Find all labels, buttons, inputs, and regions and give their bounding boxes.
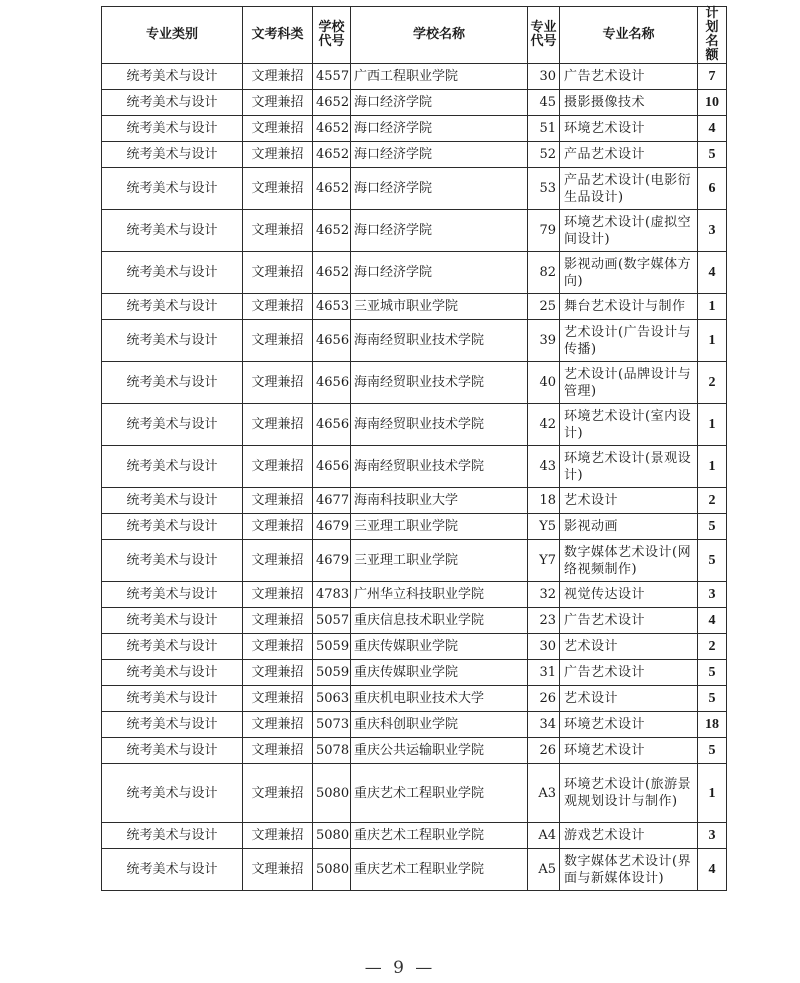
cell-school-name: 海南经贸职业技术学院 <box>351 320 528 362</box>
cell-major-name: 影视动画 <box>560 514 698 540</box>
cell-plan: 1 <box>698 320 727 362</box>
cell-major-name: 舞台艺术设计与制作 <box>560 294 698 320</box>
cell-major-code: 42 <box>528 404 560 446</box>
cell-category: 统考美术与设计 <box>102 252 243 294</box>
cell-major-code: 26 <box>528 686 560 712</box>
cell-category: 统考美术与设计 <box>102 540 243 582</box>
cell-plan: 10 <box>698 90 727 116</box>
cell-plan: 1 <box>698 446 727 488</box>
cell-school-name: 海南经贸职业技术学院 <box>351 404 528 446</box>
cell-school-code: 5059 <box>313 634 351 660</box>
table-row <box>102 738 727 764</box>
cell-school-code: 5080 <box>313 764 351 823</box>
cell-major-code: 23 <box>528 608 560 634</box>
cell-subject: 文理兼招 <box>243 210 313 252</box>
table-row <box>102 712 727 738</box>
cell-plan: 5 <box>698 660 727 686</box>
cell-major-code: A3 <box>528 764 560 823</box>
cell-major-name: 摄影摄像技术 <box>560 90 698 116</box>
header-school-name: 学校名称 <box>351 7 528 64</box>
cell-category: 统考美术与设计 <box>102 764 243 823</box>
cell-category: 统考美术与设计 <box>102 168 243 210</box>
cell-school-code: 4656 <box>313 362 351 404</box>
cell-school-code: 4783 <box>313 582 351 608</box>
cell-major-code: Y7 <box>528 540 560 582</box>
cell-major-name: 环境艺术设计 <box>560 738 698 764</box>
cell-plan: 5 <box>698 514 727 540</box>
cell-school-name: 三亚理工职业学院 <box>351 540 528 582</box>
table-row <box>102 90 727 116</box>
cell-major-code: 30 <box>528 64 560 90</box>
cell-school-code: 4679 <box>313 540 351 582</box>
cell-category: 统考美术与设计 <box>102 404 243 446</box>
cell-school-code: 4656 <box>313 320 351 362</box>
cell-category: 统考美术与设计 <box>102 446 243 488</box>
cell-major-code: 45 <box>528 90 560 116</box>
cell-school-code: 4679 <box>313 514 351 540</box>
cell-major-code: 52 <box>528 142 560 168</box>
cell-school-name: 重庆传媒职业学院 <box>351 660 528 686</box>
cell-major-code: 31 <box>528 660 560 686</box>
cell-school-name: 重庆艺术工程职业学院 <box>351 764 528 823</box>
cell-school-name: 海口经济学院 <box>351 116 528 142</box>
cell-school-code: 5057 <box>313 608 351 634</box>
cell-major-code: 82 <box>528 252 560 294</box>
cell-major-code: 18 <box>528 488 560 514</box>
table-row <box>102 320 727 362</box>
cell-school-code: 4652 <box>313 116 351 142</box>
cell-plan: 4 <box>698 608 727 634</box>
table-row <box>102 404 727 446</box>
cell-school-code: 5073 <box>313 712 351 738</box>
cell-category: 统考美术与设计 <box>102 362 243 404</box>
cell-category: 统考美术与设计 <box>102 738 243 764</box>
cell-category: 统考美术与设计 <box>102 582 243 608</box>
cell-school-name: 海南科技职业大学 <box>351 488 528 514</box>
cell-school-code: 4652 <box>313 90 351 116</box>
cell-major-name: 环境艺术设计(景观设计) <box>560 446 698 488</box>
cell-plan: 3 <box>698 210 727 252</box>
cell-school-code: 5078 <box>313 738 351 764</box>
table-row <box>102 294 727 320</box>
cell-school-code: 4656 <box>313 404 351 446</box>
cell-category: 统考美术与设计 <box>102 823 243 849</box>
cell-subject: 文理兼招 <box>243 660 313 686</box>
cell-school-name: 重庆科创职业学院 <box>351 712 528 738</box>
cell-major-name: 产品艺术设计 <box>560 142 698 168</box>
cell-subject: 文理兼招 <box>243 608 313 634</box>
cell-plan: 1 <box>698 764 727 823</box>
header-major-name: 专业名称 <box>560 7 698 64</box>
table-row <box>102 142 727 168</box>
cell-school-name: 海口经济学院 <box>351 90 528 116</box>
cell-school-code: 4653 <box>313 294 351 320</box>
cell-school-name: 广西工程职业学院 <box>351 64 528 90</box>
table-row <box>102 823 727 849</box>
cell-school-name: 海南经贸职业技术学院 <box>351 362 528 404</box>
cell-school-code: 5063 <box>313 686 351 712</box>
cell-major-name: 视觉传达设计 <box>560 582 698 608</box>
cell-subject: 文理兼招 <box>243 252 313 294</box>
cell-major-name: 环境艺术设计 <box>560 116 698 142</box>
cell-major-code: 79 <box>528 210 560 252</box>
cell-subject: 文理兼招 <box>243 514 313 540</box>
cell-plan: 4 <box>698 116 727 142</box>
cell-plan: 5 <box>698 686 727 712</box>
cell-school-name: 广州华立科技职业学院 <box>351 582 528 608</box>
cell-major-name: 艺术设计 <box>560 686 698 712</box>
cell-subject: 文理兼招 <box>243 168 313 210</box>
cell-major-name: 环境艺术设计(旅游景观规划设计与制作) <box>560 764 698 823</box>
cell-plan: 2 <box>698 634 727 660</box>
cell-subject: 文理兼招 <box>243 686 313 712</box>
cell-major-name: 广告艺术设计 <box>560 64 698 90</box>
cell-major-code: 43 <box>528 446 560 488</box>
table-row <box>102 660 727 686</box>
table-row <box>102 634 727 660</box>
cell-plan: 1 <box>698 404 727 446</box>
cell-major-name: 艺术设计(广告设计与传播) <box>560 320 698 362</box>
cell-plan: 2 <box>698 488 727 514</box>
cell-school-name: 海口经济学院 <box>351 142 528 168</box>
cell-major-code: A5 <box>528 849 560 891</box>
cell-major-code: 26 <box>528 738 560 764</box>
header-major-code: 专业代号 <box>528 7 560 64</box>
cell-major-name: 环境艺术设计(虚拟空间设计) <box>560 210 698 252</box>
admission-plan-table <box>101 6 727 891</box>
table-row <box>102 849 727 891</box>
cell-major-name: 产品艺术设计(电影衍生品设计) <box>560 168 698 210</box>
cell-school-name: 重庆机电职业技术大学 <box>351 686 528 712</box>
cell-subject: 文理兼招 <box>243 116 313 142</box>
cell-school-name: 重庆公共运输职业学院 <box>351 738 528 764</box>
cell-subject: 文理兼招 <box>243 764 313 823</box>
cell-plan: 18 <box>698 712 727 738</box>
cell-major-name: 影视动画(数字媒体方向) <box>560 252 698 294</box>
cell-major-name: 环境艺术设计(室内设计) <box>560 404 698 446</box>
table-row <box>102 764 727 823</box>
cell-subject: 文理兼招 <box>243 849 313 891</box>
cell-subject: 文理兼招 <box>243 738 313 764</box>
table-row <box>102 582 727 608</box>
cell-school-code: 4557 <box>313 64 351 90</box>
cell-major-code: 51 <box>528 116 560 142</box>
cell-school-name: 重庆艺术工程职业学院 <box>351 823 528 849</box>
cell-major-name: 艺术设计 <box>560 634 698 660</box>
cell-major-code: 40 <box>528 362 560 404</box>
page-number: — 9 — <box>364 958 436 978</box>
cell-subject: 文理兼招 <box>243 712 313 738</box>
cell-plan: 3 <box>698 582 727 608</box>
cell-subject: 文理兼招 <box>243 142 313 168</box>
cell-major-name: 艺术设计 <box>560 488 698 514</box>
cell-plan: 6 <box>698 168 727 210</box>
cell-school-code: 4652 <box>313 210 351 252</box>
cell-plan: 1 <box>698 294 727 320</box>
cell-subject: 文理兼招 <box>243 64 313 90</box>
cell-subject: 文理兼招 <box>243 294 313 320</box>
cell-school-name: 重庆信息技术职业学院 <box>351 608 528 634</box>
cell-school-name: 重庆传媒职业学院 <box>351 634 528 660</box>
cell-plan: 5 <box>698 738 727 764</box>
cell-school-code: 4652 <box>313 252 351 294</box>
cell-major-name: 广告艺术设计 <box>560 608 698 634</box>
cell-plan: 4 <box>698 849 727 891</box>
cell-subject: 文理兼招 <box>243 582 313 608</box>
cell-plan: 7 <box>698 64 727 90</box>
cell-category: 统考美术与设计 <box>102 608 243 634</box>
cell-subject: 文理兼招 <box>243 446 313 488</box>
header-category: 专业类别 <box>102 7 243 64</box>
cell-category: 统考美术与设计 <box>102 514 243 540</box>
table-row <box>102 116 727 142</box>
table-row <box>102 252 727 294</box>
table-row <box>102 608 727 634</box>
cell-plan: 3 <box>698 823 727 849</box>
table-row <box>102 686 727 712</box>
cell-major-code: 30 <box>528 634 560 660</box>
cell-school-code: 5059 <box>313 660 351 686</box>
cell-category: 统考美术与设计 <box>102 142 243 168</box>
header-subject: 文考科类 <box>243 7 313 64</box>
cell-major-code: 32 <box>528 582 560 608</box>
table-header-row <box>102 7 727 64</box>
cell-major-code: 34 <box>528 712 560 738</box>
cell-category: 统考美术与设计 <box>102 634 243 660</box>
cell-plan: 4 <box>698 252 727 294</box>
cell-school-name: 三亚城市职业学院 <box>351 294 528 320</box>
cell-school-code: 4652 <box>313 168 351 210</box>
cell-major-code: A4 <box>528 823 560 849</box>
cell-plan: 5 <box>698 540 727 582</box>
cell-school-name: 海口经济学院 <box>351 168 528 210</box>
table-row <box>102 362 727 404</box>
cell-major-name: 游戏艺术设计 <box>560 823 698 849</box>
cell-major-name: 环境艺术设计 <box>560 712 698 738</box>
cell-category: 统考美术与设计 <box>102 712 243 738</box>
cell-subject: 文理兼招 <box>243 90 313 116</box>
header-school-code: 学校代号 <box>313 7 351 64</box>
table-row <box>102 168 727 210</box>
cell-category: 统考美术与设计 <box>102 849 243 891</box>
table-row <box>102 64 727 90</box>
cell-major-name: 数字媒体艺术设计(界面与新媒体设计) <box>560 849 698 891</box>
cell-category: 统考美术与设计 <box>102 116 243 142</box>
cell-school-name: 海口经济学院 <box>351 210 528 252</box>
cell-subject: 文理兼招 <box>243 404 313 446</box>
cell-major-code: 53 <box>528 168 560 210</box>
cell-category: 统考美术与设计 <box>102 320 243 362</box>
cell-subject: 文理兼招 <box>243 362 313 404</box>
cell-major-name: 艺术设计(品牌设计与管理) <box>560 362 698 404</box>
cell-category: 统考美术与设计 <box>102 64 243 90</box>
cell-plan: 2 <box>698 362 727 404</box>
cell-school-code: 5080 <box>313 823 351 849</box>
cell-category: 统考美术与设计 <box>102 210 243 252</box>
table-row <box>102 210 727 252</box>
cell-category: 统考美术与设计 <box>102 294 243 320</box>
header-plan: 计划名额 <box>698 7 727 64</box>
cell-school-code: 4652 <box>313 142 351 168</box>
cell-subject: 文理兼招 <box>243 540 313 582</box>
cell-category: 统考美术与设计 <box>102 90 243 116</box>
cell-major-name: 广告艺术设计 <box>560 660 698 686</box>
cell-school-code: 4656 <box>313 446 351 488</box>
cell-subject: 文理兼招 <box>243 634 313 660</box>
cell-category: 统考美术与设计 <box>102 686 243 712</box>
cell-subject: 文理兼招 <box>243 488 313 514</box>
cell-category: 统考美术与设计 <box>102 488 243 514</box>
cell-school-name: 重庆艺术工程职业学院 <box>351 849 528 891</box>
cell-subject: 文理兼招 <box>243 320 313 362</box>
cell-category: 统考美术与设计 <box>102 660 243 686</box>
table-row <box>102 514 727 540</box>
cell-major-code: Y5 <box>528 514 560 540</box>
cell-school-name: 海南经贸职业技术学院 <box>351 446 528 488</box>
cell-subject: 文理兼招 <box>243 823 313 849</box>
table-row <box>102 540 727 582</box>
cell-plan: 5 <box>698 142 727 168</box>
cell-school-name: 海口经济学院 <box>351 252 528 294</box>
cell-school-name: 三亚理工职业学院 <box>351 514 528 540</box>
table-row <box>102 488 727 514</box>
cell-major-code: 39 <box>528 320 560 362</box>
cell-major-code: 25 <box>528 294 560 320</box>
cell-school-code: 4677 <box>313 488 351 514</box>
table-row <box>102 446 727 488</box>
cell-school-code: 5080 <box>313 849 351 891</box>
cell-major-name: 数字媒体艺术设计(网络视频制作) <box>560 540 698 582</box>
